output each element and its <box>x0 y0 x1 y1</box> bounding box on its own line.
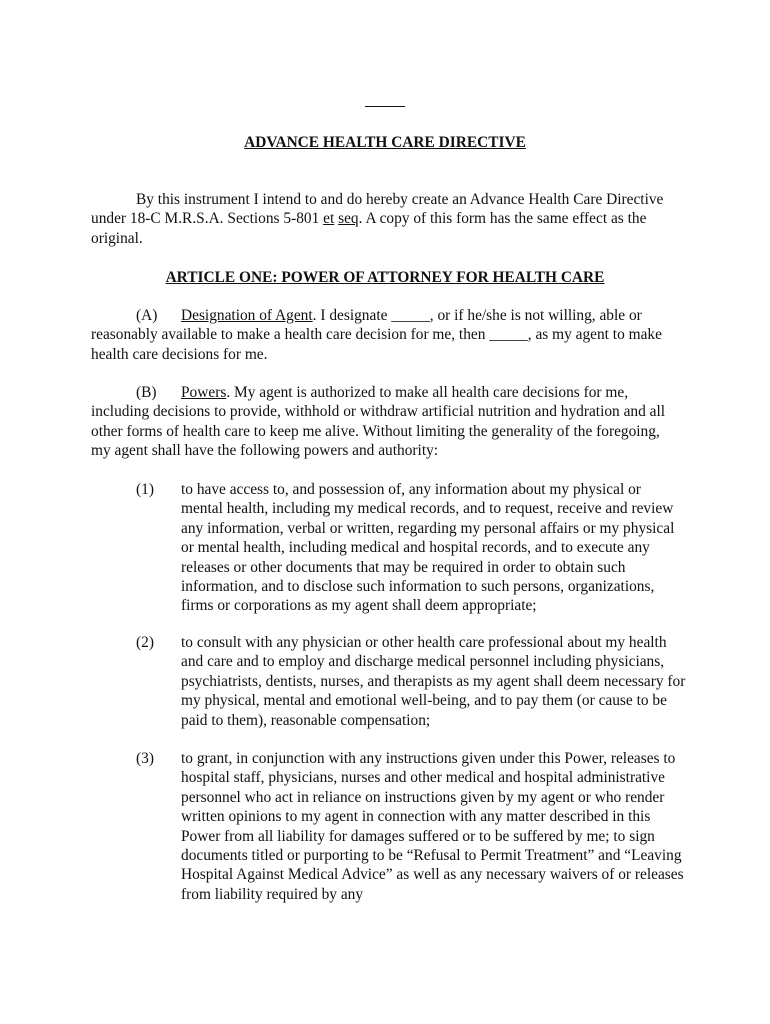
document-title: ADVANCE HEALTH CARE DIRECTIVE <box>244 134 526 151</box>
section-b-heading: Powers <box>181 384 227 401</box>
power-item-text: to have access to, and possession of, any information about my physical or mental health, including my medical records, and to request, receive and review any information, verbal or written, regarding my personal affairs or my physical or mental health, including medical and hospital records, and to execute any releases or other documents that may be required in order to obtain such information, and to disclose such information to such persons, organizations, firms or corporations as my agent shall deem appropriate; <box>181 481 675 615</box>
power-item-text: to consult with any physician or other health care professional about my health and care and to employ and discharge medical personnel including physicians, psychiatrists, dentists, nurses, and therapists as my agent shall deem necessary for my physical, mental and emotional well-being, and to pay them (or cause to be paid to them), reasonable compensation; <box>181 634 686 729</box>
intro-paragraph: By this instrument I intend to and do hereby create an Advance Health Care Directive under 18-C M.R.S.A. Sections 5-801 et seq. A copy of this form has the same effect as the original. <box>91 191 664 247</box>
power-item-number: (1) <box>136 481 154 498</box>
section-b-label: (B) <box>136 384 157 401</box>
power-item-text: to grant, in conjunction with any instructions given under this Power, releases to hospital staff, physicians, nurses and other medical and hospital administrative personnel who act in reliance on instructions given by my agent or who render written opinions to my agent in connection with any matter described in this Power from all liability for damages suffered or to be suffered by me; to sign documents titled or purporting to be “Refusal to Permit Treatment” and “Leaving Hospital Against Medical Advice” as well as any necessary waivers of or releases from liability required by any <box>181 750 684 903</box>
article-one-heading: ARTICLE ONE: POWER OF ATTORNEY FOR HEALTH CARE <box>165 269 605 286</box>
power-item-number: (2) <box>136 634 154 651</box>
section-a-heading: Designation of Agent <box>181 307 313 324</box>
top-blank-line <box>365 96 405 107</box>
section-a-paragraph: (A) Designation of Agent. I designate _____, or if he/she is not willing, able or reasonably available to make a health care decision for me, then _____, as my agent to make health care decisions for me. <box>91 307 662 363</box>
section-a-label: (A) <box>136 307 158 324</box>
power-item-number: (3) <box>136 750 154 767</box>
section-b-paragraph: (B) Powers. My agent is authorized to make all health care decisions for me, including decisions to provide, withhold or withdraw artificial nutrition and hydration and all other forms of health care to keep me alive. Without limiting the generality of the foregoing, my agent shall have the following powers and authority: <box>91 384 666 460</box>
